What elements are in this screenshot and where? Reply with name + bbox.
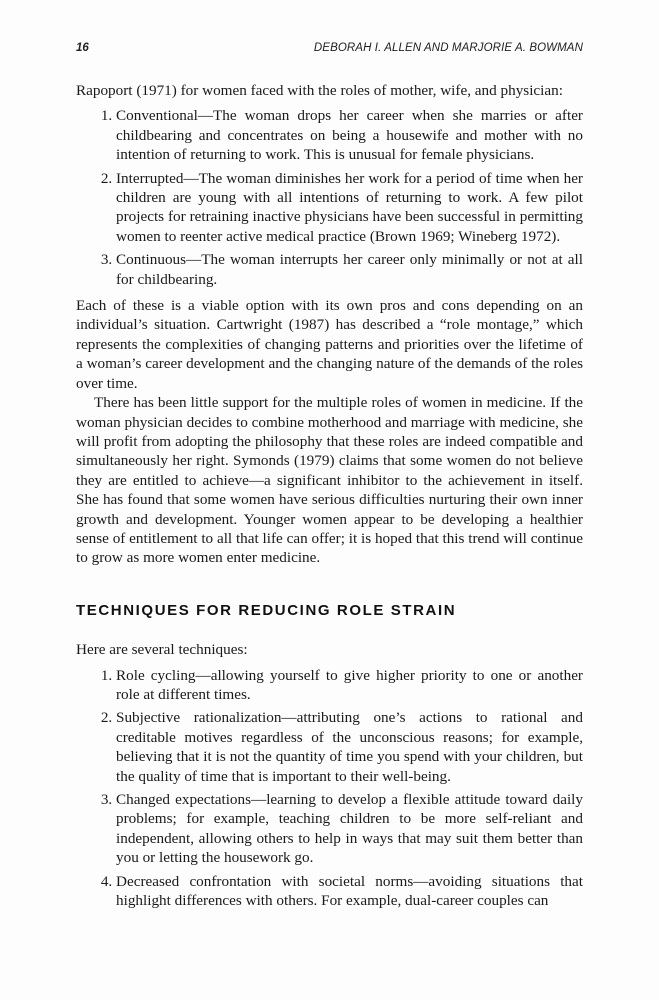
body-paragraph-1: Each of these is a viable option with its own pros and cons depending on an individual’s situation. Cartwright (1987) has described a “role montage,” which represents the complexities of changing patterns and priorities over the lifetime of a woman’s career development and the changing nature of the demands of the roles over time. [76,297,583,392]
roles-list [76,106,583,289]
page-number: 16 [76,42,89,54]
list-item: 2. Subjective rationalization—attributing one’s actions to rational and creditable motives regardless of the unconscious reasons; for example, believing that it is not the quantity of time you spend with your children, but the quality of time that is important to their well-being. [116,708,583,786]
list-item: 2. Interrupted—The woman diminishes her work for a period of time when her children are young with all intentions of returning to work. A few pilot projects for retraining inactive physicians have been successful in permitting women to reenter active medical practice (Brown 1969; Wineberg 1972). [116,169,583,247]
list-item: 1. Conventional—The woman drops her career when she marries or after childbearing and concentrates on being a housewife and mother with no intention of returning to work. This is unusual for female physicians. [116,106,583,164]
section-intro: Here are several techniques: [76,641,248,659]
list-item: 3. Continuous—The woman interrupts her career only minimally or not at all for childbearing. [116,250,583,289]
techniques-list [76,666,583,911]
page-header [76,42,583,60]
body-paragraph-2: There has been little support for the multiple roles of women in medicine. If the woman physician decides to combine motherhood and marriage with medicine, she will profit from adopting the philosophy that these roles are indeed compatible and simultaneously her right. Symonds (1979) claims that some women do not believe they are entitled to achieve—a significant inhibitor to the achievement in itself. She has found that some women have serious difficulties nurturing their own inner growth and development. Younger women appear to be developing a healthier sense of entitlement to all that life can offer; it is hoped that this trend will continue to grow as more women enter medicine. [76,394,583,567]
list-item: 4. Decreased confrontation with societal norms—avoiding situations that highlight differences with others. For example, dual-career couples can [116,872,583,911]
list-item: 3. Changed expectations—learning to develop a flexible attitude toward daily problems; for example, teaching children to be more self-reliant and independent, allowing others to help in ways that may suit them better than you or letting the housework go. [116,790,583,868]
intro-paragraph: Rapoport (1971) for women faced with the roles of mother, wife, and physician: [76,82,563,99]
list-item: 1. Role cycling—allowing yourself to give higher priority to one or another role at different times. [116,666,583,705]
running-head: DEBORAH I. ALLEN AND MARJORIE A. BOWMAN [313,42,583,54]
page-body [76,81,583,917]
section-heading: TECHNIQUES FOR REDUCING ROLE STRAIN [76,601,457,619]
